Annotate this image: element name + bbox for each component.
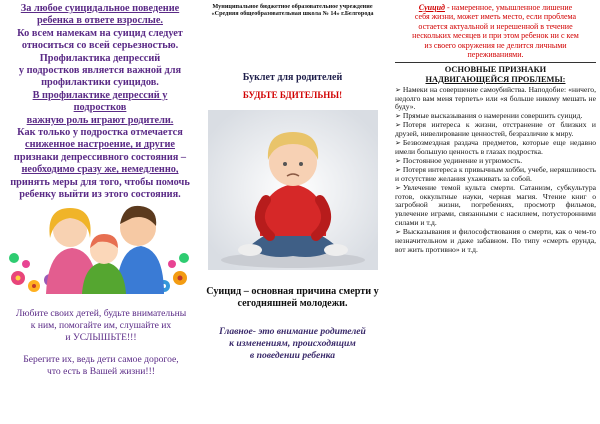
love-message [6,308,196,344]
advice-line: относиться со всей серьезностью. [21,40,179,52]
advice-line: Профилактика депрессий [39,52,161,64]
arrow-bullet-icon: ➢ [395,139,401,148]
advice-line: ребенку выйти из этого состояния. [19,189,181,201]
heading-line: ОСНОВНЫЕ ПРИЗНАКИ [444,65,547,75]
advice-line: принять меры для того, чтобы помочь [10,176,190,188]
signs-heading [395,65,596,84]
advice-line: В профилактике депрессий у подростков [32,89,168,114]
arrow-bullet-icon: ➢ [395,165,401,174]
definition-term: Суицид [418,3,445,12]
slogan [205,286,380,310]
love-line: и УСЛЫШЬТЕ!!! [65,332,137,343]
list-item: ➢ Высказывания и философствования о смерти, как о чем-то незначительном и даже забавном. По типу «смерть ерунда, вот жить противно» и т.д. [395,227,596,254]
arrow-bullet-icon: ➢ [395,183,401,192]
booklet-title: Буклет для родителей [242,72,343,83]
advice-line: Ко всем намекам на суицид следует [17,27,183,39]
list-item: ➢ Прямые высказывания о намерении совершить суицид. [395,111,583,121]
header-line: Муниципальное бюджетное образовательное учреждение [212,3,373,10]
suicide-definition [395,3,596,59]
definition-line: остается актуальной и нерешенной в течение [418,21,573,31]
main-line: в поведении ребенка [249,350,336,361]
care-line: что есть в Вашей жизни!!! [47,366,155,377]
heading-line: НАДВИГАЮЩЕЙСЯ ПРОБЛЕМЫ: [425,75,566,85]
left-panel [0,0,200,424]
list-item: ➢ Постоянное уединение и угрюмость. [395,155,523,165]
right-panel [385,0,600,424]
parent-advice-text [8,3,192,202]
care-message [6,354,196,378]
family-illustration [6,198,192,296]
list-item: ➢ Безвозмездная раздача предметов, которые еще недавно имели большую ценность в глазах подростка. [395,138,596,156]
advice-line: За любое суицидальное поведение [20,3,180,14]
arrow-bullet-icon: ➢ [395,121,401,130]
definition-line: нескольких месяцев и при этом ребенок ни с кем [412,31,579,41]
main-message [205,326,380,362]
definition-line: переживаниями. [467,50,524,60]
alert-title: БУДЬТЕ БДИТЕЛЬНЫ! [242,90,343,100]
slogan-line: сегодняшней молодежи. [237,298,348,309]
divider [395,62,596,63]
advice-line: важную роль играют родители. [26,114,174,126]
definition-line: себя жизни, может иметь место, если проблема [414,12,577,22]
advice-line: Как только у подростка отмечается [17,127,183,139]
care-line: Берегите их, ведь дети самое дорогое, [23,354,179,365]
header-line: «Средняя общеобразовательная школа № 14» г.Белгорода [211,10,374,18]
arrow-bullet-icon: ➢ [395,228,401,237]
advice-line: профилактики суицидов. [41,77,159,89]
list-item: ➢ Намеки на совершение самоубийства. Наподобие: «ничего, недолго вам меня терпеть» или «я больше никому мешать не буду». [395,84,596,112]
arrow-bullet-icon: ➢ [395,156,401,165]
advice-line: сниженное настроение, и другие [25,139,175,151]
signs-list [395,86,596,255]
advice-line: необходимо сразу же, немедленно, [21,164,179,176]
list-item: ➢ Потеря интереса к привычным хобби, учебе, неряшливость и отсутствие желания ухаживать за собой. [395,164,596,183]
advice-line: признаки депрессивного состояния – [13,151,187,163]
main-line: к изменениям, происходящим [229,338,356,349]
definition-line: - намеренное, умышленное лишение [444,3,573,12]
advice-line: у подростков является важной для [18,65,182,77]
center-panel [200,0,385,424]
school-header [200,3,385,18]
advice-line: ребенка в ответе взрослые. [37,15,163,27]
list-item: ➢ Потеря интереса к жизни, отстранение от близких и друзей, нивелирование ценностей, безразличие к миру. [395,120,596,139]
arrow-bullet-icon: ➢ [395,85,401,94]
arrow-bullet-icon: ➢ [395,112,401,121]
slogan-line: Суицид – основная причина смерти у [206,286,379,297]
list-item: ➢ Увлечение темой культа смерти. Сатанизм, субкультура готов, оккультные науки, черная магия. Чтение книг о загробной жизни, погребениях, просмотр фильмов, увлечение играми, связанными с насилием, потусторонними силами и т.д. [395,182,596,228]
love-line: к ним, помогайте им, слушайте их [30,320,172,331]
definition-line: из своего окружения не делится личными [424,40,567,50]
sad-child-illustration [208,110,378,270]
love-line: Любите своих детей, будьте внимательны [15,308,187,319]
main-line: Главное- это внимание родителей [219,326,366,337]
